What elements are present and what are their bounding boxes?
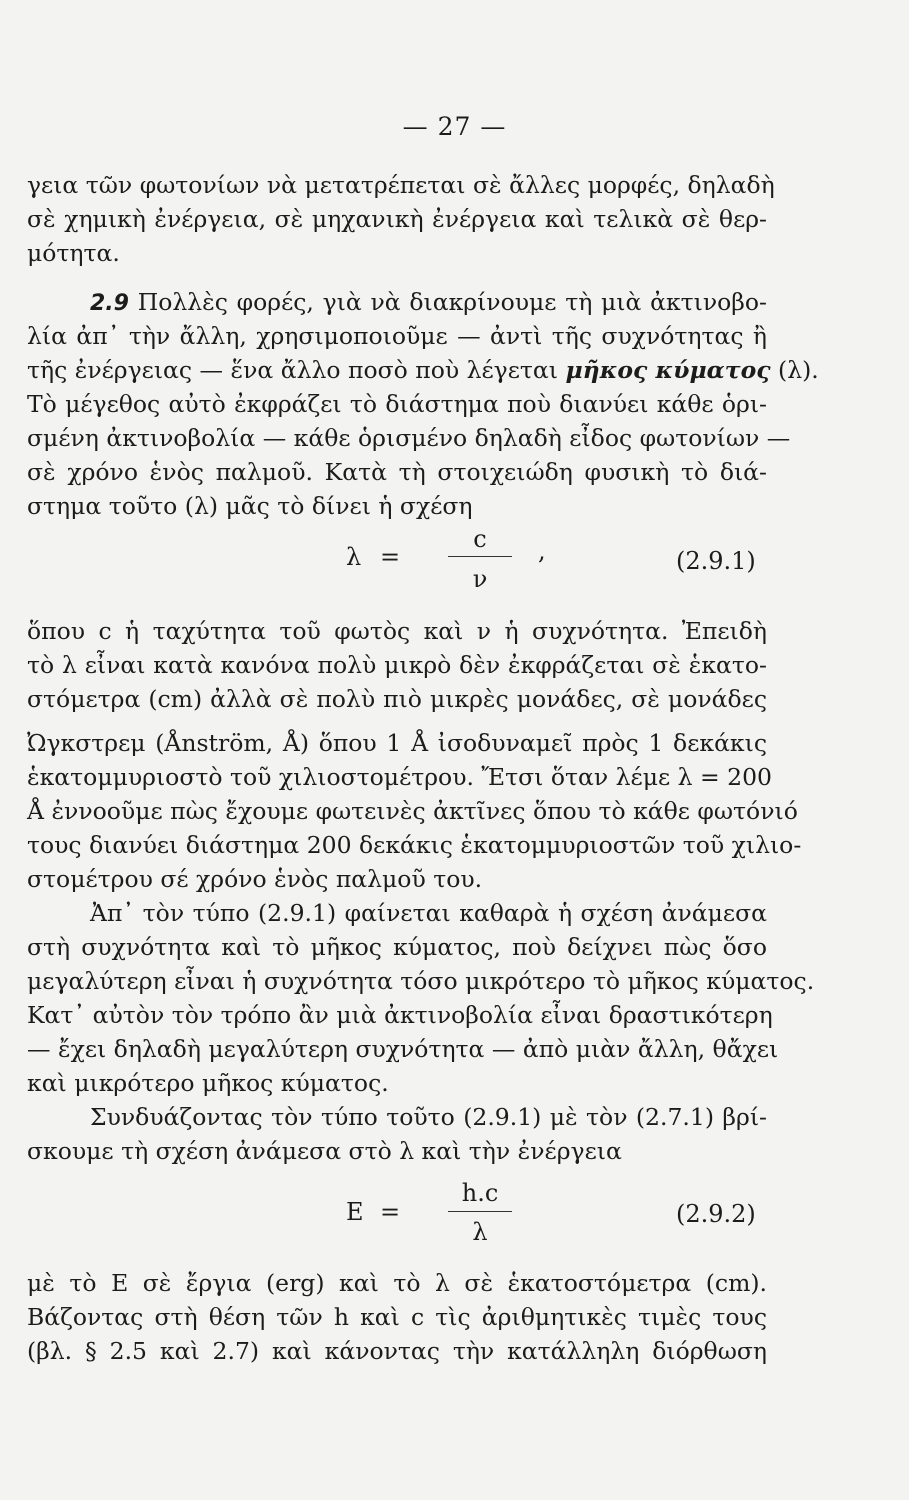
text-line: σὲ χημικὴ ἐνέργεια, σὲ μηχανικὴ ἐνέργεια καὶ τελικὰ σὲ θερ- bbox=[27, 205, 767, 233]
text-line: Ὠγκστρεμ (Ånström, Å) ὅπου 1 Å ἰσοδυναμεῖ πρὸς 1 δεκάκις bbox=[27, 729, 767, 757]
text-line: ἑκατομμυριοστὸ τοῦ χιλιοστομέτρου. Ἔτσι ὅταν λέμε λ = 200 bbox=[27, 763, 772, 791]
text-line: στομέτρου σέ χρόνο ἑνὸς παλμοῦ του. bbox=[27, 865, 483, 893]
eq-numerator: c bbox=[473, 525, 487, 553]
eq-tag: (2.9.2) bbox=[676, 1200, 756, 1228]
text-line: Συνδυάζοντας τὸν τύπο τοῦτο (2.9.1) μὲ τὸν (2.7.1) βρί- bbox=[90, 1103, 767, 1131]
text-line: Å ἐννοοῦμε πὼς ἔχουμε φωτεινὲς ἀκτῖνες ὅπου τὸ κάθε φωτόνιό bbox=[27, 797, 798, 825]
text-line: μότητα. bbox=[27, 239, 120, 267]
text-line: Τὸ μέγεθος αὐτὸ ἐκφράζει τὸ διάστημα ποὺ διανύει κάθε ὁρι- bbox=[27, 390, 767, 418]
text-span: Πολλὲς φορές, γιὰ νὰ διακρίνουμε τὴ μιὰ ἀκτινοβο- bbox=[137, 288, 767, 316]
text-line: στημα τοῦτο (λ) μᾶς τὸ δίνει ἡ σχέση bbox=[27, 492, 473, 520]
text-span: (λ). bbox=[778, 356, 819, 384]
text-span: τῆς ἐνέργειας — ἕνα ἄλλο ποσὸ ποὺ λέγεται bbox=[27, 356, 558, 384]
fraction-bar bbox=[448, 1211, 512, 1212]
text-line bbox=[27, 353, 819, 387]
text-line: καὶ μικρότερο μῆκος κύματος. bbox=[27, 1069, 389, 1097]
eq-denominator: ν bbox=[472, 565, 488, 593]
text-line: Κατ᾽ αὐτὸν τὸν τρόπο ἂν μιὰ ἀκτινοβολία εἶναι δραστικότερη bbox=[27, 1001, 773, 1029]
eq-equals: = bbox=[380, 1198, 401, 1226]
text-line: λία ἀπ᾽ τὴν ἄλλη, χρησιμοποιοῦμε — ἀντὶ τῆς συχνότητας ἢ bbox=[27, 322, 767, 350]
text-line: γεια τῶν φωτονίων νὰ μετατρέπεται σὲ ἄλλες μορφές, δηλαδὴ bbox=[27, 171, 775, 199]
text-line: σὲ χρόνο ἑνὸς παλμοῦ. Κατὰ τὴ στοιχειώδη φυσικὴ τὸ διά- bbox=[27, 458, 767, 486]
eq-tag: (2.9.1) bbox=[676, 547, 756, 575]
eq-denominator: λ bbox=[472, 1218, 488, 1246]
text-line: σκουμε τὴ σχέση ἀνάμεσα στὸ λ καὶ τὴν ἐνέργεια bbox=[27, 1137, 622, 1165]
text-line: ὅπου c ἡ ταχύτητα τοῦ φωτὸς καὶ ν ἡ συχνότητα. Ἐπειδὴ bbox=[27, 617, 767, 645]
text-line: μὲ τὸ E σὲ ἔργια (erg) καὶ τὸ λ σὲ ἑκατοστόμετρα (cm). bbox=[27, 1269, 767, 1297]
section-heading-line bbox=[90, 285, 767, 321]
term-wavelength: μῆκος κύματος bbox=[565, 356, 771, 384]
text-line: τὸ λ εἶναι κατὰ κανόνα πολὺ μικρὸ δὲν ἐκφράζεται σὲ ἑκατο- bbox=[27, 651, 767, 679]
eq-numerator: h.c bbox=[461, 1179, 499, 1207]
eq-comma: , bbox=[538, 537, 546, 565]
text-line: στὴ συχνότητα καὶ τὸ μῆκος κύματος, ποὺ δείχνει πὼς ὅσο bbox=[27, 933, 767, 961]
text-line: τους διανύει διάστημα 200 δεκάκις ἑκατομμυριοστῶν τοῦ χιλιο- bbox=[27, 831, 802, 859]
text-line: στόμετρα (cm) ἀλλὰ σὲ πολὺ πιὸ μικρὲς μονάδες, σὲ μονάδες bbox=[27, 685, 767, 713]
text-line: μεγαλύτερη εἶναι ἡ συχνότητα τόσο μικρότερο τὸ μῆκος κύματος. bbox=[27, 967, 815, 995]
eq-lhs: E bbox=[346, 1198, 364, 1226]
eq-lhs: λ bbox=[346, 543, 362, 571]
text-line: (βλ. § 2.5 καὶ 2.7) καὶ κάνοντας τὴν κατάλληλη διόρθωση bbox=[27, 1337, 767, 1365]
text-line: — ἔχει δηλαδὴ μεγαλύτερη συχνότητα — ἀπὸ μιὰν ἄλλη, θἄχει bbox=[27, 1035, 779, 1063]
page-number: — 27 — bbox=[402, 112, 507, 141]
eq-equals: = bbox=[380, 543, 401, 571]
section-number: 2.9 bbox=[90, 291, 129, 316]
text-line: Βάζοντας στὴ θέση τῶν h καὶ c τὶς ἀριθμητικὲς τιμὲς τους bbox=[27, 1303, 767, 1331]
text-line: σμένη ἀκτινοβολία — κάθε ὁρισμένο δηλαδὴ εἶδος φωτονίων — bbox=[27, 424, 791, 452]
text-line: Ἀπ᾽ τὸν τύπο (2.9.1) φαίνεται καθαρὰ ἡ σχέση ἀνάμεσα bbox=[90, 899, 767, 927]
fraction-bar bbox=[448, 556, 512, 557]
